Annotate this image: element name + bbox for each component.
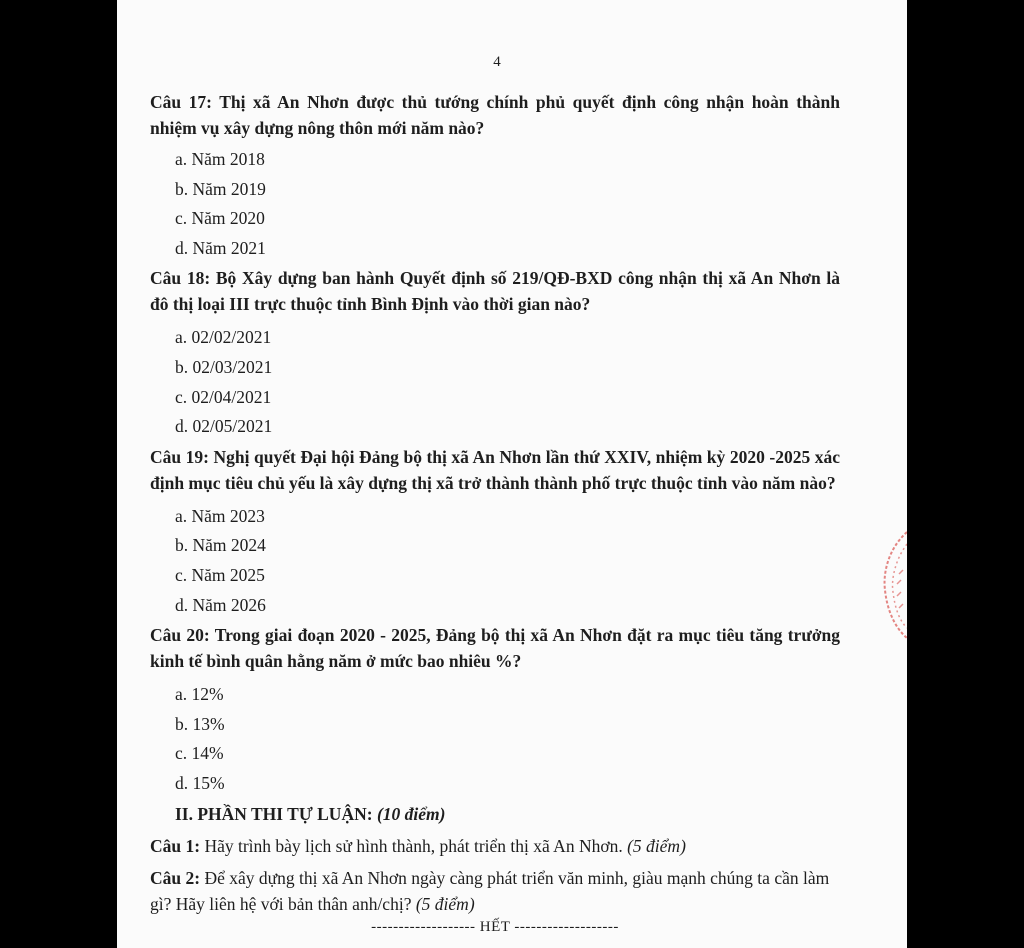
answer-option-a: a. Năm 2018 bbox=[175, 149, 265, 169]
question-text: Câu 20: Trong giai đoạn 2020 - 2025, Đảng bộ thị xã An Nhơn đặt ra mục tiêu tăng trưởng kinh tế bình quân hằng năm ở mức bao nhiêu %? bbox=[150, 625, 840, 672]
question-17 bbox=[150, 89, 840, 263]
essay-label: Câu 2: bbox=[150, 867, 201, 888]
answer-option-c: c. Năm 2020 bbox=[175, 208, 265, 229]
answer-options bbox=[150, 502, 840, 620]
question-text: Câu 18: Bộ Xây dựng ban hành Quyết định số 219/QĐ-BXD công nhận thị xã An Nhơn là đô thị loại III trực thuộc tỉnh Bình Định vào thời gian nào? bbox=[150, 268, 840, 315]
end-marker: ------------------- HẾT ------------------- bbox=[371, 918, 619, 935]
essay-text: Để xây dựng thị xã An Nhơn ngày càng phát triển văn minh, giàu mạnh chúng ta cần làm gì? Hãy liên hệ với bản thân anh/chị? bbox=[150, 867, 830, 914]
section-title: II. PHẦN THI TỰ LUẬN: bbox=[175, 803, 373, 824]
answer-options bbox=[150, 145, 840, 263]
answer-option-d: d. 02/05/2021 bbox=[175, 416, 273, 437]
answer-option-b: b. Năm 2019 bbox=[175, 178, 266, 199]
answer-option-c: c. 02/04/2021 bbox=[175, 386, 272, 407]
red-stamp-edge bbox=[881, 530, 907, 640]
essay-points: (5 điểm) bbox=[415, 893, 475, 914]
answer-option-b: b. Năm 2024 bbox=[175, 535, 266, 556]
essay-points: (5 điểm) bbox=[627, 835, 686, 856]
essay-question-2 bbox=[150, 865, 840, 917]
document-content bbox=[150, 89, 840, 936]
answer-option-d: d. 15% bbox=[175, 772, 225, 793]
answer-option-a: a. 12% bbox=[175, 684, 224, 705]
page-number: 4 bbox=[493, 54, 501, 70]
answer-option-d: d. Năm 2021 bbox=[175, 237, 266, 258]
essay-section-heading bbox=[150, 801, 840, 827]
section-points: (10 điểm) bbox=[376, 803, 446, 824]
question-text: Câu 19: Nghị quyết Đại hội Đảng bộ thị xã An Nhơn lần thứ XXIV, nhiệm kỳ 2020 -2025 xác định mục tiêu chủ yếu là xây dựng thị xã trở thành thành phố trực thuộc tỉnh vào năm nào? bbox=[150, 446, 840, 493]
question-20 bbox=[150, 622, 840, 798]
question-text: Câu 17: Thị xã An Nhơn được thủ tướng chính phủ quyết định công nhận hoàn thành nhiệm vụ xây dựng nông thôn mới năm nào? bbox=[150, 92, 840, 138]
essay-label: Câu 1: bbox=[150, 835, 201, 856]
answer-option-b: b. 13% bbox=[175, 713, 225, 734]
answer-option-c: c. Năm 2025 bbox=[175, 564, 265, 585]
answer-options bbox=[150, 680, 840, 798]
answer-option-c: c. 14% bbox=[175, 743, 224, 764]
answer-option-d: d. Năm 2026 bbox=[175, 594, 266, 615]
document-page bbox=[117, 0, 907, 948]
essay-text: Hãy trình bày lịch sử hình thành, phát triển thị xã An Nhơn. bbox=[200, 835, 628, 856]
question-19 bbox=[150, 444, 840, 620]
answer-option-a: a. Năm 2023 bbox=[175, 505, 265, 526]
answer-option-a: a. 02/02/2021 bbox=[175, 327, 272, 348]
essay-question-1 bbox=[150, 833, 840, 859]
answer-option-b: b. 02/03/2021 bbox=[175, 356, 273, 377]
answer-options bbox=[150, 323, 840, 441]
question-18 bbox=[150, 265, 840, 441]
